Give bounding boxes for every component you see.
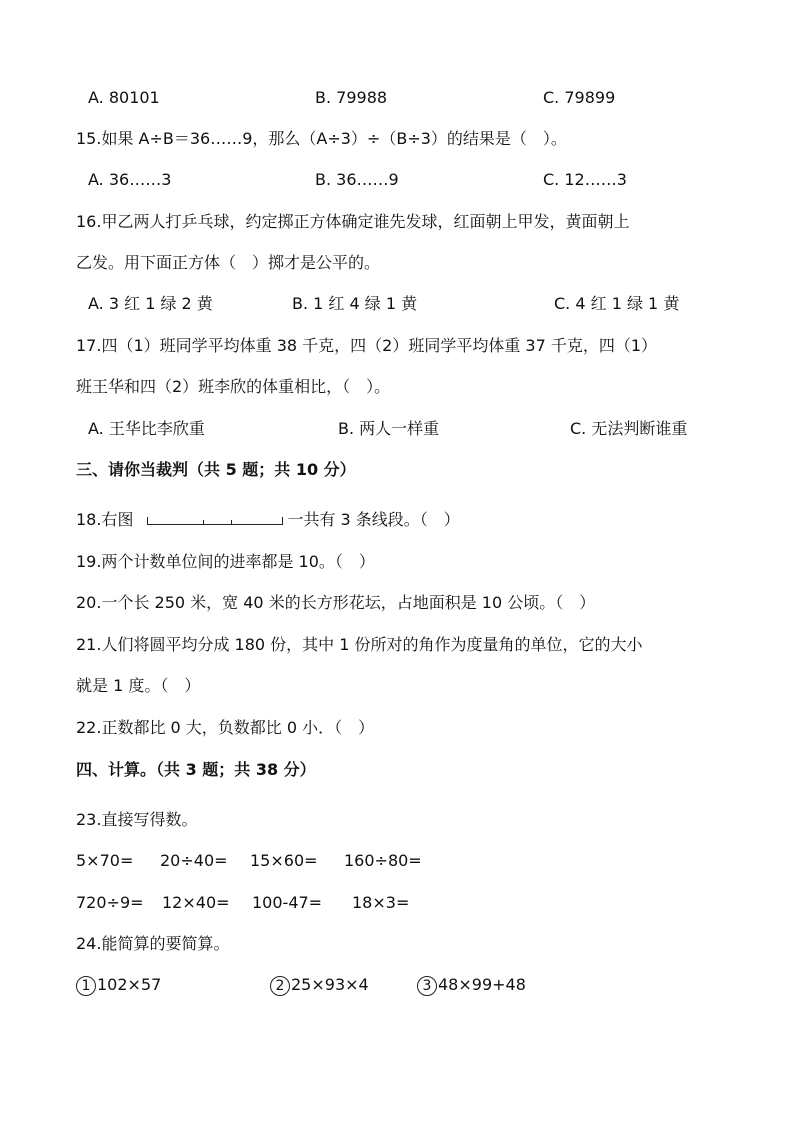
q15-question: 15.如果 A÷B＝36……9，那么（A÷3）÷（B÷3）的结果是（ ）。: [76, 129, 567, 148]
q20-question: 20.一个长 250 米，宽 40 米的长方形花坛，占地面积是 10 公顷。（ ）: [76, 593, 596, 612]
q23-item-8: 18×3=: [352, 893, 410, 912]
q18-suffix: 一共有 3 条线段。（ ）: [287, 510, 460, 529]
q18-prefix: 18.右图: [76, 510, 134, 529]
q23-item-6: 12×40=: [162, 893, 230, 912]
q23-item-1: 5×70=: [76, 851, 134, 870]
q23-item-7: 100-47=: [252, 893, 323, 912]
q16-option-a: A. 3 红 1 绿 2 黄: [88, 294, 213, 313]
q24-item-2: [270, 975, 369, 996]
section-4-heading: 四、计算。（共 3 题；共 38 分）: [76, 760, 316, 779]
circled-number-1: 1: [76, 976, 96, 996]
q24-item-3: [417, 975, 526, 996]
q21-question-line2: 就是 1 度。（ ）: [76, 676, 201, 695]
q17-option-b: B. 两人一样重: [338, 419, 440, 438]
q17-option-c: C. 无法判断谁重: [570, 419, 688, 438]
q16-option-b: B. 1 红 4 绿 1 黄: [292, 294, 418, 313]
q17-question-line2: 班王华和四（2）班李欣的体重相比，（ ）。: [76, 377, 391, 396]
q23-item-4: 160÷80=: [344, 851, 422, 870]
q19-question: 19.两个计数单位间的进率都是 10。（ ）: [76, 552, 375, 571]
q15-option-a: A. 36……3: [88, 170, 172, 189]
q24-expression-3: 48×99+48: [438, 975, 526, 994]
q15-option-b: B. 36……9: [315, 170, 399, 189]
q16-question-line1: 16.甲乙两人打乒乓球，约定掷正方体确定谁先发球，红面朝上甲发，黄面朝上: [76, 212, 630, 231]
line-segment-figure: [147, 516, 283, 526]
q14-option-b: B. 79988: [315, 88, 388, 107]
q22-question: 22.正数都比 0 大，负数都比 0 小．（ ）: [76, 718, 375, 737]
q15-option-c: C. 12……3: [543, 170, 627, 189]
q24-question: 24.能简算的要简算。: [76, 934, 230, 953]
q18-question: [76, 510, 460, 530]
q14-option-a: A. 80101: [88, 88, 160, 107]
circled-number-3: 3: [417, 976, 437, 996]
q23-item-2: 20÷40=: [160, 851, 228, 870]
q17-question-line1: 17.四（1）班同学平均体重 38 千克，四（2）班同学平均体重 37 千克，四（1）: [76, 336, 658, 355]
q24-item-1: [76, 975, 161, 996]
q16-question-line2: 乙发。用下面正方体（ ）掷才是公平的。: [76, 253, 381, 272]
q23-item-5: 720÷9=: [76, 893, 144, 912]
q14-option-c: C. 79899: [543, 88, 616, 107]
section-3-heading: 三、请你当裁判（共 5 题；共 10 分）: [76, 460, 356, 479]
q24-expression-1: 102×57: [97, 975, 162, 994]
q17-option-a: A. 王华比李欣重: [88, 419, 205, 438]
q23-question: 23.直接写得数。: [76, 810, 198, 829]
q16-option-c: C. 4 红 1 绿 1 黄: [554, 294, 680, 313]
q21-question-line1: 21.人们将圆平均分成 180 份，其中 1 份所对的角作为度量角的单位，它的大小: [76, 635, 643, 654]
circled-number-2: 2: [270, 976, 290, 996]
q24-expression-2: 25×93×4: [291, 975, 369, 994]
q23-item-3: 15×60=: [250, 851, 318, 870]
